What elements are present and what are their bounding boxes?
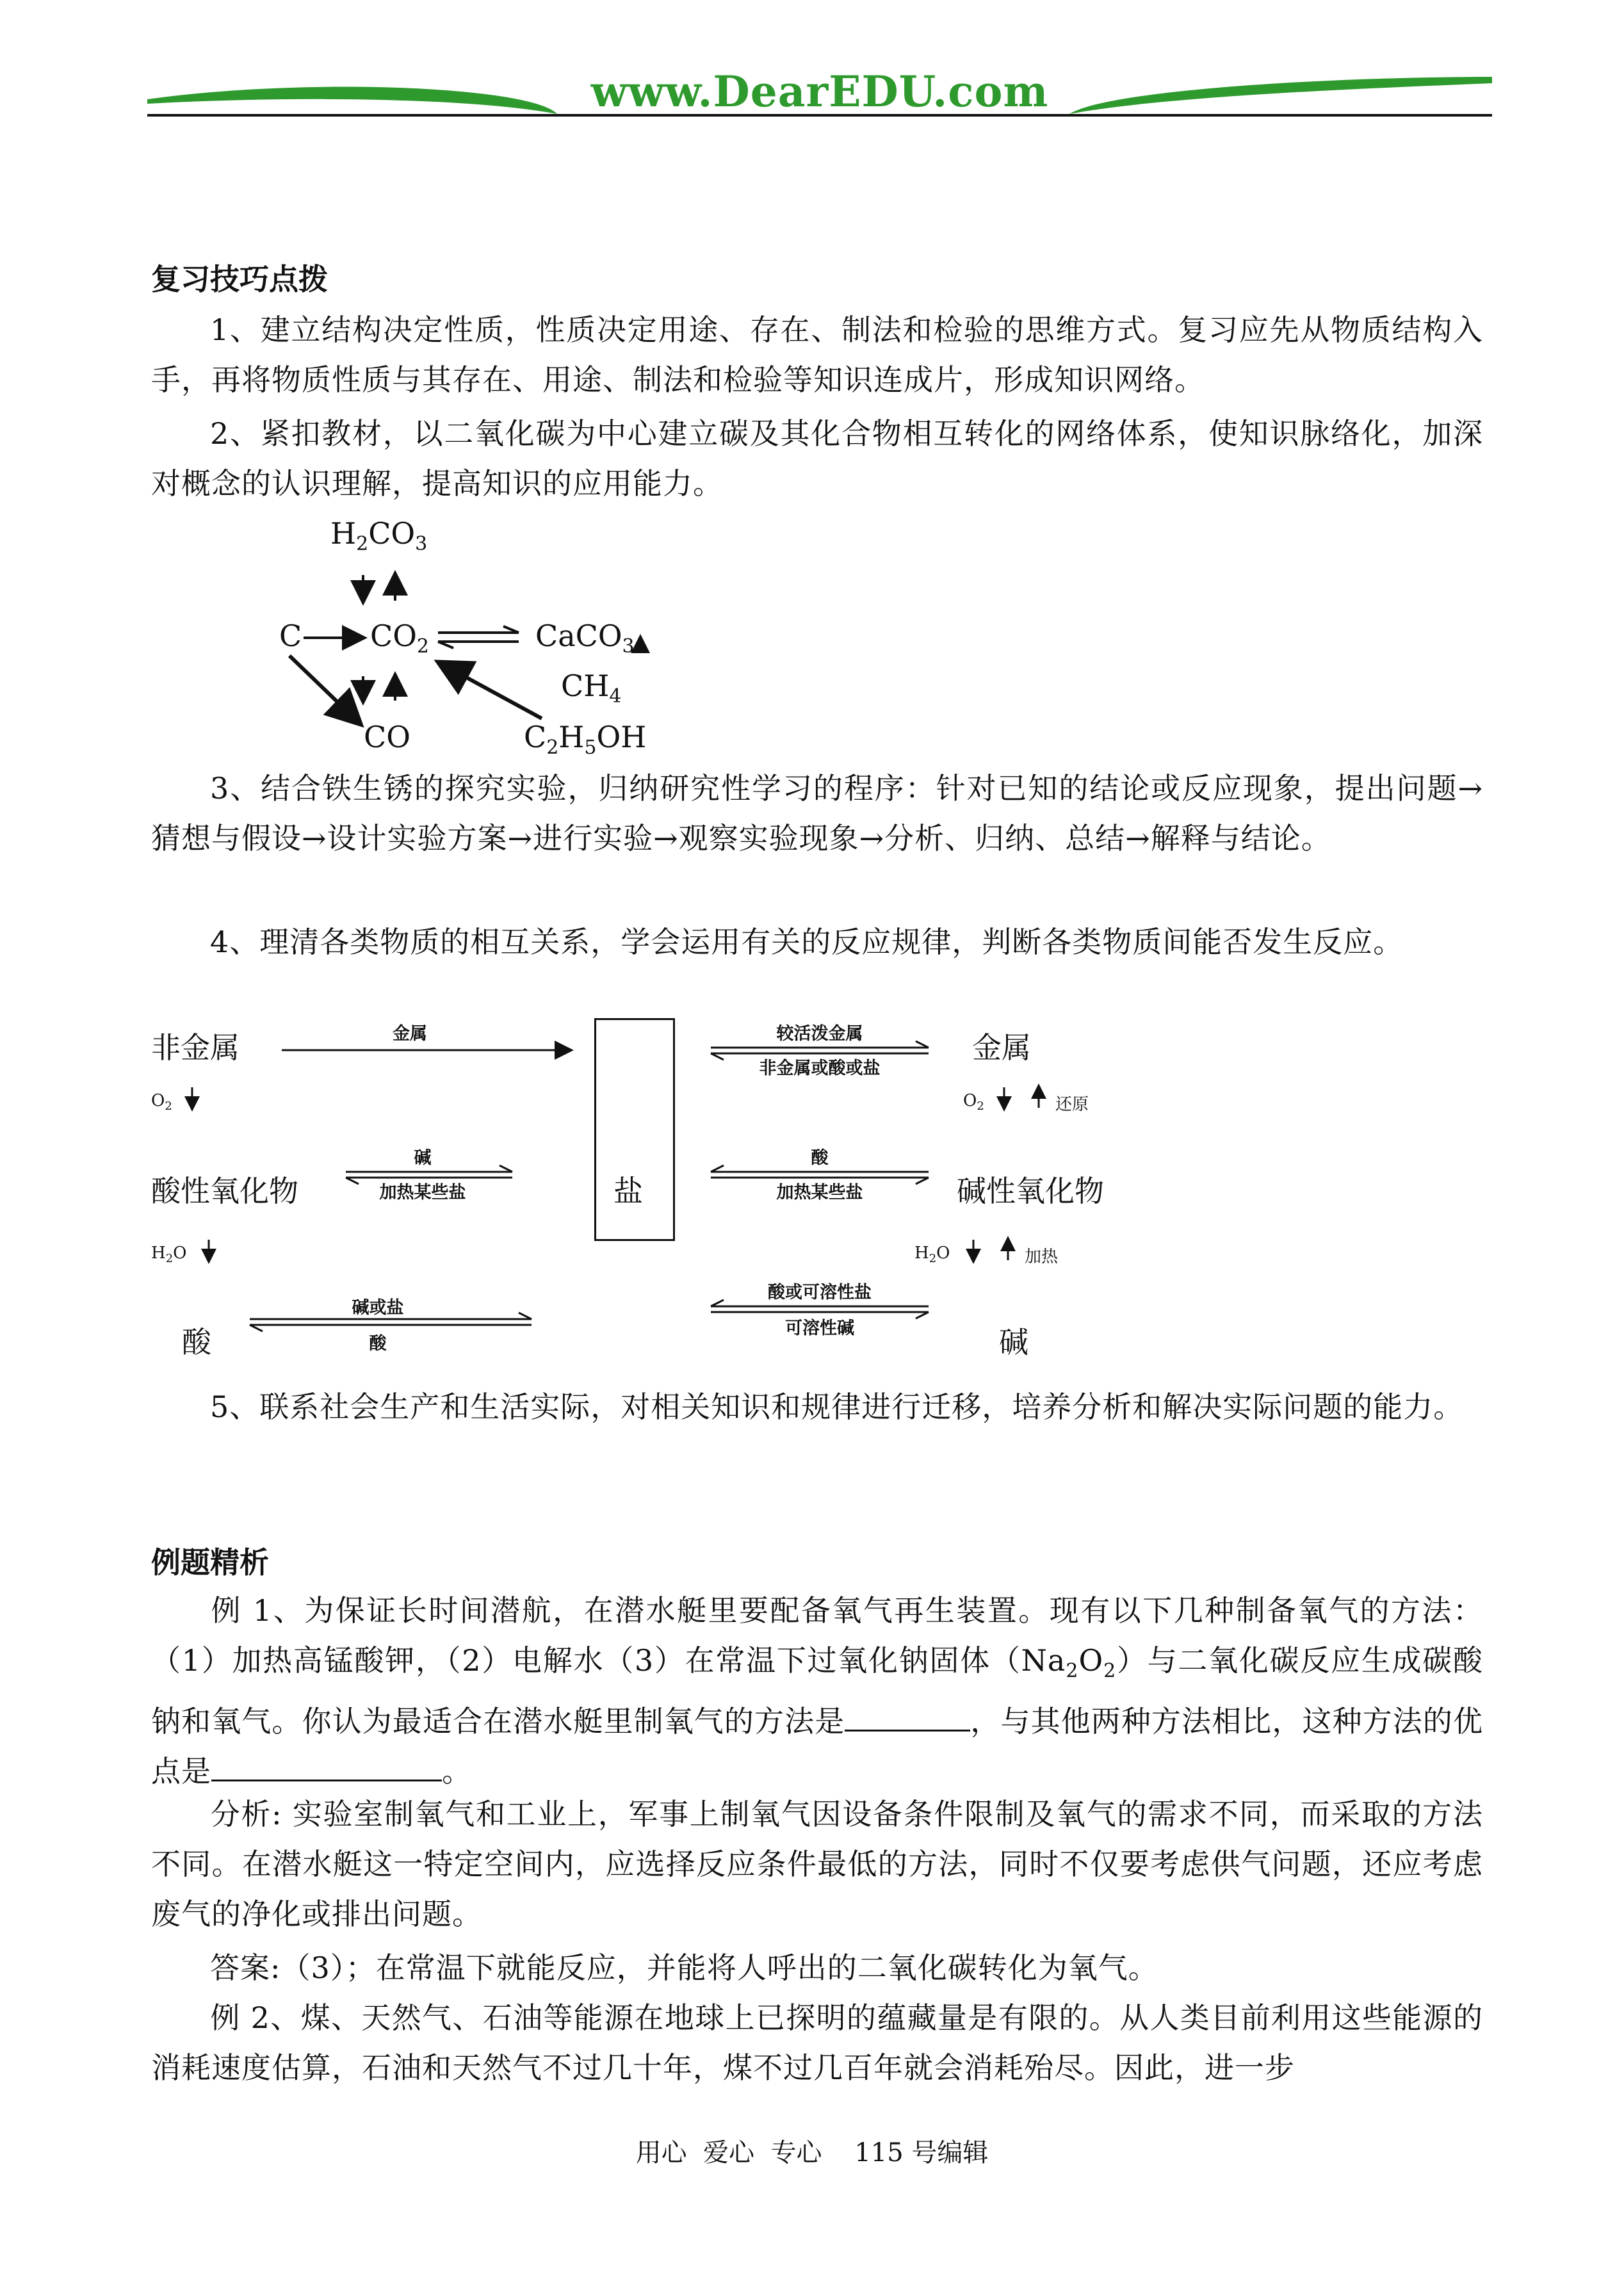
formula-c2h5oh: $C_2H_5OH$ [524, 720, 647, 759]
cond-soluble-base: 可溶性碱 [785, 1318, 854, 1338]
formula-c: C [279, 619, 302, 653]
label-salt: 盐 [613, 1174, 643, 1208]
label-base: 碱 [999, 1325, 1028, 1359]
analysis-text: 分析: 实验室制氧气和工业上，军事上制氧气因设备条件限制及氧气的需求不同，而采取的方法不同。在潜水艇这一特定空间内，应选择反应条件最低的方法，同时不仅要考虑供气问题，还应考虑废气的净化或排出问题。 [151, 1797, 1483, 1931]
label-h2o-left: $H_2O$ [151, 1244, 187, 1266]
cond-active-metal: 较活泼金属 [776, 1024, 863, 1044]
example-1 [151, 1585, 1483, 1796]
cond-heat-some-salt-2: 加热某些盐 [776, 1183, 863, 1203]
label-acidic-oxide: 酸性氧化物 [151, 1174, 298, 1208]
label-heat: 加热 [1025, 1247, 1059, 1267]
label-nonmetal: 非金属 [151, 1030, 240, 1065]
answer-blank-2[interactable] [211, 1754, 442, 1781]
example-2-text: 例 2、煤、天然气、石油等能源在地球上已探明的蕴藏量是有限的。从人类目前利用这些能源的消耗速度估算，石油和天然气不过几十年，煤不过几百年就会消耗殆尽。因此，进一步 [151, 2000, 1483, 2085]
paragraph-3-text: 3、结合铁生锈的探究实验，归纳研究性学习的程序：针对已知的结论或反应现象，提出问题→猜想与假设→设计实验方案→进行实验→观察实验现象→分析、归纳、总结→解释与结论。 [151, 771, 1483, 856]
cond-acid-or-soluble-salt: 酸或可溶性盐 [768, 1283, 872, 1302]
formula-co2: $CO_2$ [370, 619, 430, 658]
paragraph-3 [151, 763, 1483, 863]
example-1-text-d: ，与其他两种方法相比，这种方法的优点是 [151, 1704, 1484, 1789]
salt-diagram-arrows [0, 961, 1624, 1409]
page-footer: 用心 爱心 专心 115 号编辑 [635, 2138, 989, 2168]
site-logo: www.DearEDU.com [590, 67, 1049, 117]
cond-base-1: 碱 [414, 1148, 432, 1168]
label-o2-right: $O_2$ [963, 1091, 984, 1114]
section-title-review-tips: 复习技巧点拨 [151, 262, 328, 296]
cond-base-or-salt: 碱或盐 [352, 1298, 404, 1318]
label-metal: 金属 [972, 1030, 1031, 1065]
label-acid: 酸 [182, 1325, 211, 1359]
cond-acid-2: 酸 [369, 1334, 387, 1354]
answer-paragraph [151, 1943, 1483, 1993]
label-basic-oxide: 碱性氧化物 [957, 1174, 1104, 1208]
cond-heat-some-salt-1: 加热某些盐 [379, 1183, 466, 1203]
paragraph-5 [151, 1382, 1483, 1432]
example-2 [151, 1993, 1483, 2093]
example-1-text-b: O [1078, 1643, 1104, 1678]
formula-caco3: CaCO$_3$ [535, 619, 635, 658]
answer-blank-1[interactable] [845, 1704, 970, 1731]
label-h2o-right: $H_2O$ [914, 1244, 950, 1266]
paragraph-2-text: 2、紧扣教材，以二氧化碳为中心建立碳及其化合物相互转化的网络体系，使知识脉络化，加深对概念的认识理解，提高知识的应用能力。 [151, 416, 1483, 501]
analysis-paragraph [151, 1789, 1483, 1939]
formula-h2co3: $H_2CO_3$ [330, 516, 428, 556]
label-reduce: 还原 [1055, 1095, 1089, 1114]
paragraph-1-text: 1、建立结构决定性质，性质决定用途、存在、制法和检验的思维方式。复习应先从物质结构入手，再将物质性质与其存在、用途、制法和检验等知识连成片，形成知识网络。 [151, 312, 1483, 397]
paragraph-5-text: 5、联系社会生产和生活实际，对相关知识和规律进行迁移，培养分析和解决实际问题的能力。 [210, 1390, 1464, 1424]
cond-metal: 金属 [393, 1024, 427, 1044]
formula-co: CO [364, 720, 410, 754]
example-1-text-a: 例 1、为保证长时间潜航，在潜水艇里要配备氧气再生装置。现有以下几种制备氧气的方法：（1）加热高锰酸钾，（2）电解水（3）在常温下过氧化钠固体（Na [151, 1593, 1483, 1678]
section-title-examples: 例题精析 [151, 1545, 269, 1580]
example-1-text-c: ）与二氧化碳反应生成碳酸钠和氧气。你认为最适合在潜水艇里制氧气的方法是 [151, 1643, 1483, 1739]
cond-acid-1: 酸 [811, 1148, 829, 1168]
example-1-sub-2: 2 [1103, 1660, 1117, 1683]
carbon-diagram-arrows [0, 0, 1624, 832]
example-1-sub-1: 2 [1066, 1660, 1079, 1683]
answer-text: 答案:（3）；在常温下就能反应，并能将人呼出的二氧化碳转化为氧气。 [210, 1950, 1158, 1985]
paragraph-4 [151, 917, 1483, 967]
cond-nonmetal-or-salt: 非金属或酸或盐 [759, 1058, 881, 1078]
label-o2-left: $O_2$ [151, 1091, 172, 1114]
example-1-text-e: 。 [442, 1754, 472, 1789]
paragraph-4-text: 4、理清各类物质的相互关系，学会运用有关的反应规律，判断各类物质间能否发生反应。 [210, 925, 1404, 959]
formula-ch4: $CH_4$ [561, 669, 622, 708]
